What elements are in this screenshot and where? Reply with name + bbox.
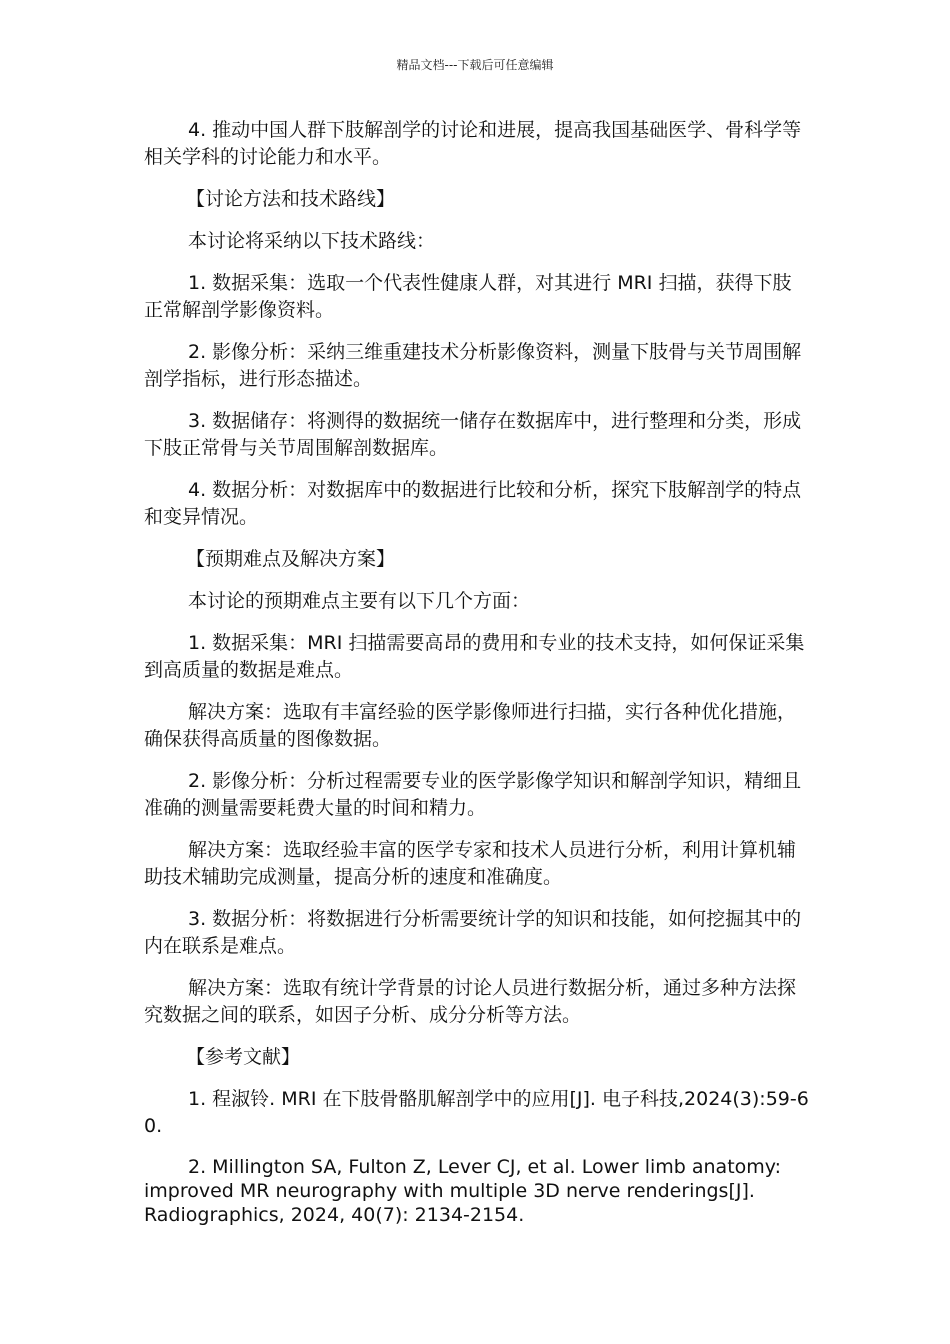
reference-2: 2. Millington SA, Fulton Z, Lever CJ, et al. Lower limb anatomy: improved MR neurography with multiple 3D nerve renderings[J]. Radiographics, 2024, 40(7): 2134-2154.	[144, 1156, 782, 1226]
page-header: 精品文档---下载后可任意编辑	[396, 58, 554, 72]
method-step-3-paragraph: 3. 数据储存：将测得的数据统一储存在数据库中，进行整理和分类，形成下肢正常骨与关节周围解剖数据库。	[144, 410, 802, 459]
reference-1: 1. 程淑铃. MRI 在下肢骨骼肌解剖学中的应用[J]. 电子科技,2024(3):59-60.	[144, 1088, 809, 1137]
objective-4-paragraph: 4. 推动中国人群下肢解剖学的讨论和进展，提高我国基础医学、骨科学等相关学科的讨论能力和水平。	[144, 119, 802, 168]
section-heading-difficulties: 【预期难点及解决方案】	[186, 548, 396, 570]
solution-3-paragraph: 解决方案：选取有统计学背景的讨论人员进行数据分析，通过多种方法探究数据之间的联系，如因子分析、成分分析等方法。	[144, 977, 797, 1026]
solution-2-paragraph: 解决方案：选取经验丰富的医学专家和技术人员进行分析，利用计算机辅助技术辅助完成测量，提高分析的速度和准确度。	[144, 839, 797, 888]
section-heading-methods: 【讨论方法和技术路线】	[186, 188, 396, 210]
document-body	[144, 117, 809, 1242]
method-step-1-paragraph: 1. 数据采集：选取一个代表性健康人群，对其进行 MRI 扫描，获得下肢正常解剖学影像资料。	[144, 272, 792, 321]
methods-intro-paragraph: 本讨论将采纳以下技术路线：	[188, 230, 436, 252]
method-step-4-paragraph: 4. 数据分析：对数据库中的数据进行比较和分析，探究下肢解剖学的特点和变异情况。	[144, 479, 802, 528]
solution-1-paragraph: 解决方案：选取有丰富经验的医学影像师进行扫描，实行各种优化措施，确保获得高质量的图像数据。	[144, 701, 797, 750]
difficulty-2-paragraph: 2. 影像分析：分析过程需要专业的医学影像学知识和解剖学知识，精细且准确的测量需要耗费大量的时间和精力。	[144, 770, 802, 819]
section-heading-references: 【参考文献】	[186, 1046, 301, 1068]
difficulties-intro-paragraph: 本讨论的预期难点主要有以下几个方面：	[188, 590, 531, 612]
difficulty-3-paragraph: 3. 数据分析：将数据进行分析需要统计学的知识和技能，如何挖掘其中的内在联系是难点。	[144, 908, 802, 957]
method-step-2-paragraph: 2. 影像分析：采纳三维重建技术分析影像资料，测量下肢骨与关节周围解剖学指标，进行形态描述。	[144, 341, 802, 390]
difficulty-1-paragraph: 1. 数据采集：MRI 扫描需要高昂的费用和专业的技术支持，如何保证采集到高质量的数据是难点。	[144, 632, 805, 681]
